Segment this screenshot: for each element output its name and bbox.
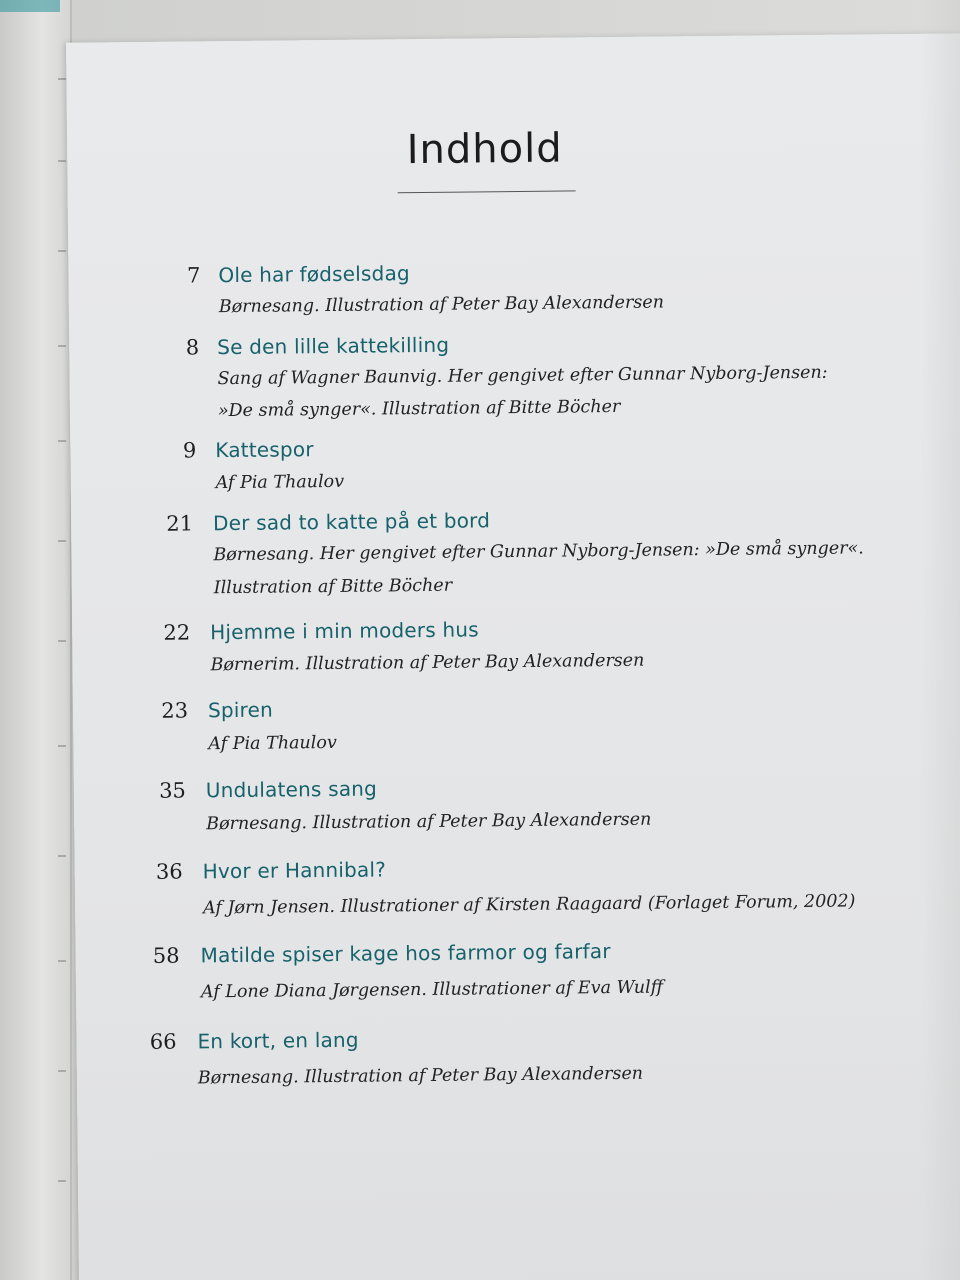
binding-stitch [58,160,66,162]
left-facing-page [0,0,72,1280]
title-underline [398,190,576,193]
toc-entry-title: En kort, en lang [197,1027,359,1054]
binding-stitch [58,1180,66,1182]
toc-entry-title: Hvor er Hannibal? [202,857,387,884]
toc-entry-page-number: 66 [149,1029,177,1054]
page-edge-shadow [920,0,960,1280]
toc-entry-title: Kattespor [215,437,314,463]
toc-entry-description: Af Pia Thaulov [215,471,345,494]
toc-entry-page-number: 9 [182,438,197,463]
binding-stitch [58,855,66,857]
toc-entry-title: Se den lille kattekilling [217,332,450,360]
toc-entry-description: Illustration af Bitte Böcher [213,575,453,599]
toc-entry-page-number: 7 [186,263,201,288]
toc-entry-page-number: 8 [185,335,200,360]
toc-page [66,33,960,1280]
toc-entry-description: Sang af Wagner Baunvig. Her gengivet efter Gunnar Nyborg-Jensen: [217,362,828,390]
toc-entry-page-number: 58 [152,943,180,968]
toc-entry-page-number: 36 [155,859,183,884]
binding-stitch [58,745,66,747]
toc-entry-description: Af Jørn Jensen. Illustrationer af Kirsten Raagaard (Forlaget Forum, 2002) [202,891,856,919]
binding-stitch [58,540,66,542]
binding-stitch [58,960,66,962]
toc-entry-description: »De små synger«. Illustration af Bitte Böcher [217,396,621,422]
binding-stitch [58,78,66,80]
toc-entry-description: Af Lone Diana Jørgensen. Illustrationer af Eva Wulff [200,977,664,1003]
toc-entry-description: Børnesang. Illustration af Peter Bay Alexandersen [197,1063,644,1089]
toc-entry-title: Ole har fødselsdag [218,261,410,288]
toc-entry-description: Børnesang. Illustration af Peter Bay Alexandersen [218,292,665,318]
binding-stitch [58,640,66,642]
toc-entry-page-number: 21 [166,511,194,536]
toc-entry-page-number: 22 [163,620,191,645]
toc-entry-description: Børnesang. Illustration af Peter Bay Alexandersen [206,809,652,835]
toc-entry-description: Af Pia Thaulov [208,732,337,755]
binding-stitch [58,345,66,347]
cover-edge [0,0,60,12]
toc-entry-description: Børnerim. Illustration af Peter Bay Alexandersen [210,650,645,676]
toc-entry-title: Undulatens sang [205,776,378,803]
binding-stitch [58,1070,66,1072]
page-title: Indhold [406,125,563,174]
toc-entry-title: Matilde spiser kage hos farmor og farfar [200,939,611,968]
binding-stitch [58,250,66,252]
toc-entry-page-number: 23 [161,698,189,723]
binding-stitch [58,440,66,442]
toc-entry-description: Børnesang. Her gengivet efter Gunnar Nyborg-Jensen: »De små synger«. [213,538,864,566]
toc-entry-page-number: 35 [159,778,186,803]
toc-entry-title: Spiren [207,697,274,723]
toc-entry-title: Der sad to katte på et bord [212,508,491,536]
toc-entry-title: Hjemme i min moders hus [210,617,479,645]
